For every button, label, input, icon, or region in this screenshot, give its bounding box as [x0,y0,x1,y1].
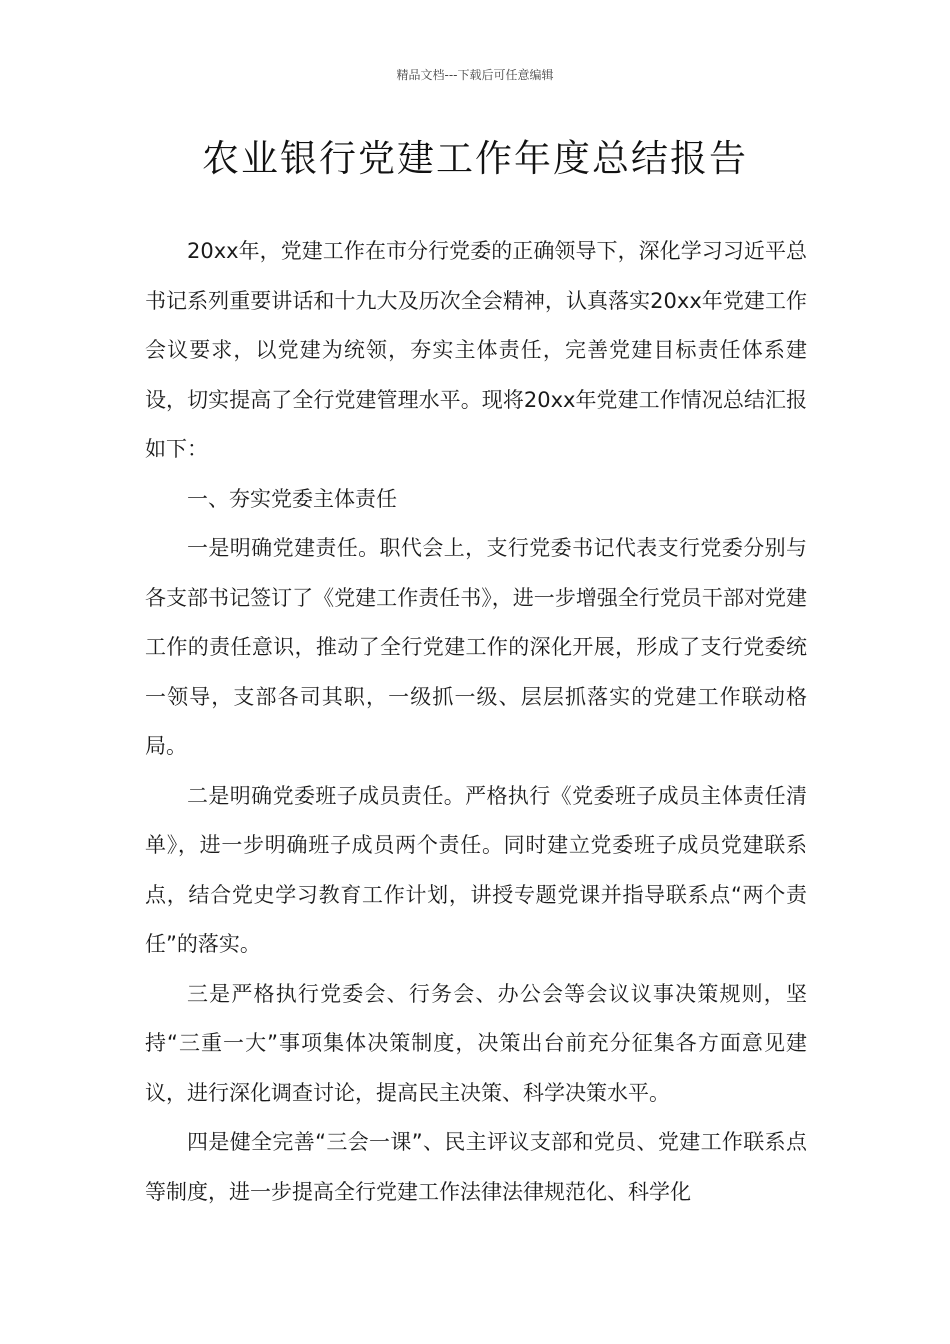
paragraph-item-3: 三是严格执行党委会、行务会、办公会等会议议事决策规则，坚持“三重一大”事项集体决策制度，决策出台前充分征集各方面意见建议，进行深化调查讨论，提高民主决策、科学决策水平。 [145,981,807,1105]
section-heading: 一、夯实党委主体责任 [187,486,397,511]
header-note: 精品文档---下载后可任意编辑 [396,68,554,82]
paragraph-item-1: 一是明确党建责任。职代会上，支行党委书记代表支行党委分别与各支部书记签订了《党建工作责任书》，进一步增强全行党员干部对党建工作的责任意识，推动了全行党建工作的深化开展，形成了支行党委统一领导，支部各司其职，一级抓一级、层层抓落实的党建工作联动格局。 [145,536,807,758]
paragraph-item-2: 二是明确党委班子成员责任。严格执行《党委班子成员主体责任清单》，进一步明确班子成员两个责任。同时建立党委班子成员党建联系点，结合党史学习教育工作计划，讲授专题党课并指导联系点“两个责任”的落实。 [145,783,807,956]
paragraph-item-4: 四是健全完善“三会一课”、民主评议支部和党员、党建工作联系点等制度，进一步提高全行党建工作法律法律规范化、科学化 [145,1130,807,1204]
document-title: 农业银行党建工作年度总结报告 [202,137,748,180]
document-body [145,227,807,1217]
paragraph-intro: 20xx年，党建工作在市分行党委的正确领导下，深化学习习近平总书记系列重要讲话和十九大及历次全会精神，认真落实20xx年党建工作会议要求，以党建为统领，夯实主体责任，完善党建目标责任体系建设，切实提高了全行党建管理水平。现将20xx年党建工作情况总结汇报如下： [145,239,807,461]
